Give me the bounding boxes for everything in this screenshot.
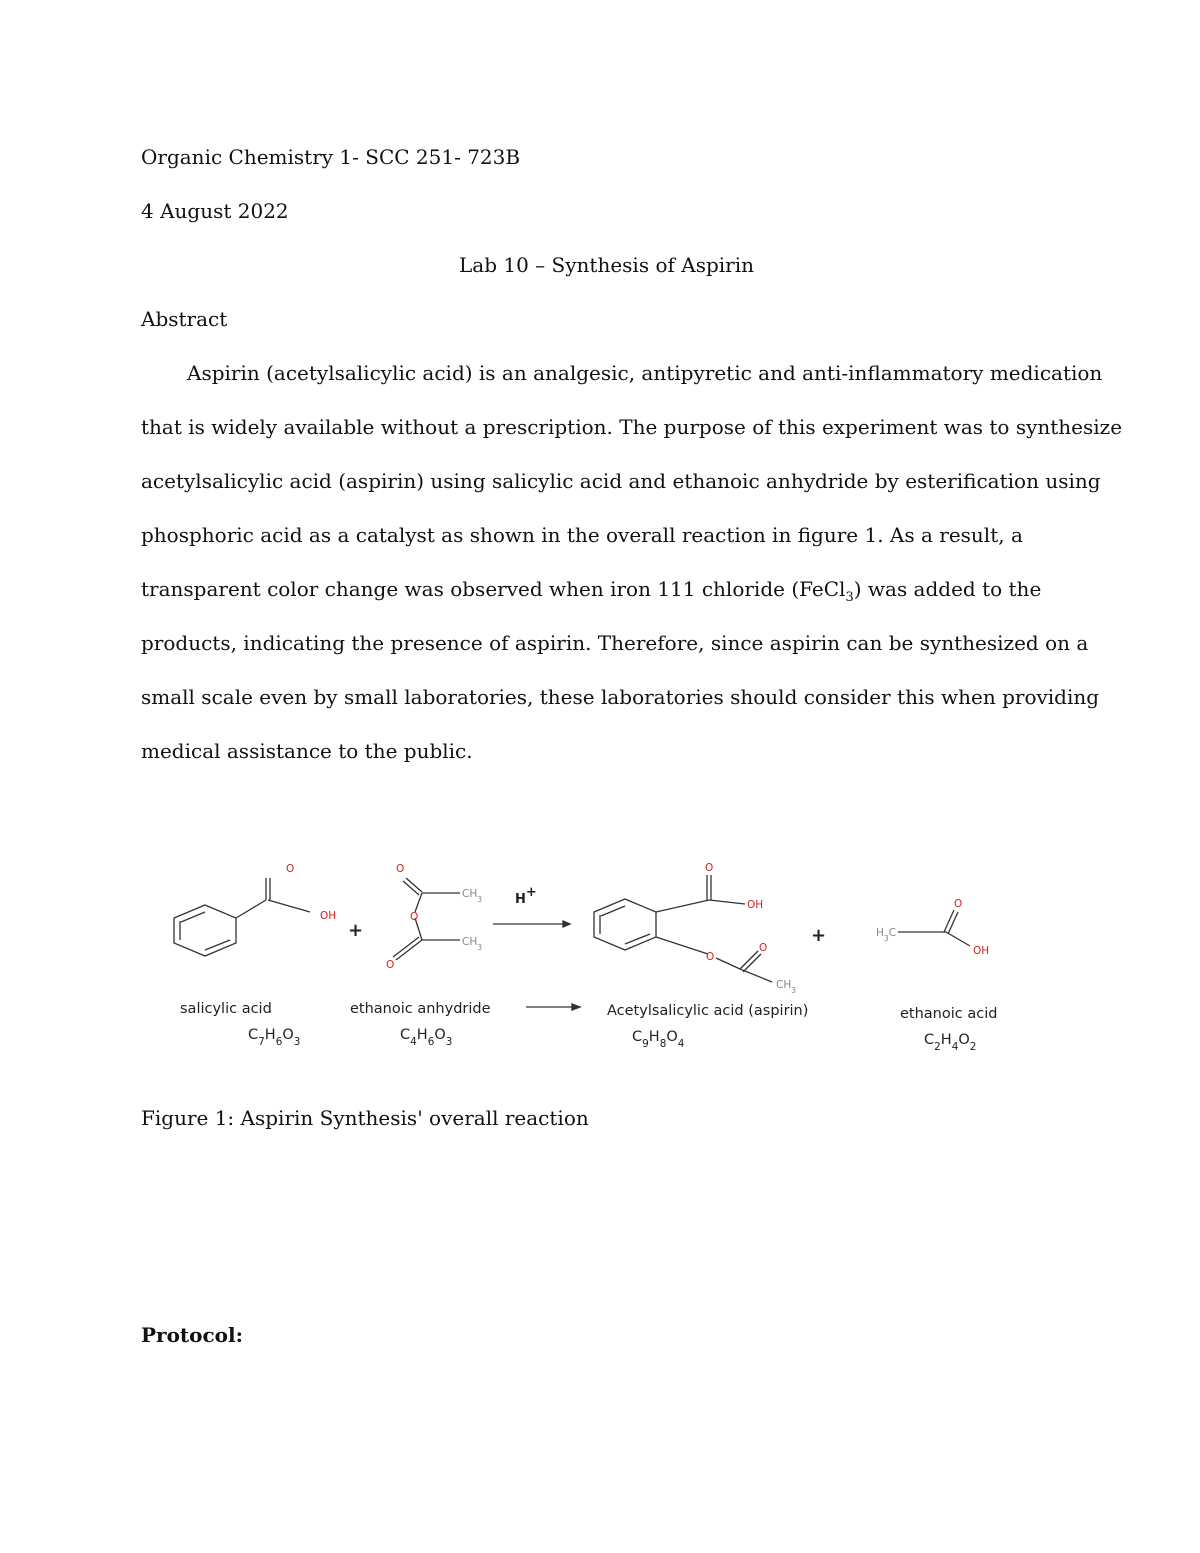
atom-label: O: [705, 862, 714, 874]
compound-formula: $C_4H_6O_3$: [400, 1027, 453, 1048]
atom-label: OH: [320, 910, 337, 922]
abstract-line: medical assistance to the public.: [141, 739, 473, 763]
compound-name: salicylic acid: [180, 1001, 272, 1017]
date-line: 4 August 2022: [141, 199, 289, 223]
catalyst-label: H+: [515, 884, 537, 907]
course-line: Organic Chemistry 1- SCC 251- 723B: [141, 145, 521, 169]
compound-formula: $C_9H_8O_4$: [632, 1029, 685, 1050]
subscript: 3: [845, 590, 854, 605]
reaction-scheme-figure: [160, 850, 1040, 1060]
protocol-heading: Protocol:: [141, 1323, 243, 1347]
atom-label: $CH_3$: [462, 936, 483, 952]
abstract-line: Aspirin (acetylsalicylic acid) is an analgesic, antipyretic and anti-inflammatory medication: [187, 361, 1103, 385]
document-title: Lab 10 – Synthesis of Aspirin: [459, 253, 754, 277]
atom-label: $H_3C$: [876, 927, 897, 943]
atom-label: OH: [973, 945, 990, 957]
abstract-line-part: transparent color change was observed when iron 111 chloride (FeCl: [141, 577, 846, 601]
abstract-line-part: ) was added to the: [853, 577, 1042, 601]
abstract-line: acetylsalicylic acid (aspirin) using salicylic acid and ethanoic anhydride by esterification using: [141, 469, 1101, 493]
abstract-line: small scale even by small laboratories, these laboratories should consider this when providing: [141, 685, 1100, 709]
atom-label: O: [706, 951, 715, 963]
plus-sign: +: [348, 920, 364, 941]
ethanoic-acid-structure: [898, 910, 970, 946]
atom-label: O: [286, 863, 295, 875]
atom-label: $CH_3$: [462, 888, 483, 904]
abstract-line: phosphoric acid as a catalyst as shown in the overall reaction in figure 1. As a result, a: [141, 523, 1023, 547]
atom-label: OH: [747, 899, 764, 911]
atom-label: O: [386, 959, 395, 971]
atom-label: $CH_3$: [776, 979, 797, 995]
abstract-line: that is widely available without a prescription. The purpose of this experiment was to synthesize: [141, 415, 1123, 439]
compound-formula: $C_2H_4O_2$: [924, 1032, 977, 1053]
abstract-line: products, indicating the presence of aspirin. Therefore, since aspirin can be synthesized on a: [141, 631, 1089, 655]
atom-label: O: [759, 942, 768, 954]
atom-label: O: [396, 863, 405, 875]
abstract-heading: Abstract: [141, 307, 228, 331]
compound-formula: $C_7H_6O_3$: [248, 1027, 301, 1048]
atom-label: O: [954, 898, 963, 910]
compound-name: ethanoic anhydride: [350, 1001, 491, 1017]
abstract-line: [141, 579, 1041, 604]
figure-caption: Figure 1: Aspirin Synthesis' overall reaction: [141, 1106, 589, 1130]
aspirin-structure: [594, 875, 772, 982]
ethanoic-anhydride-structure: [393, 878, 460, 960]
compound-name: ethanoic acid: [900, 1006, 998, 1022]
salicylic-acid-structure: [174, 878, 310, 956]
atom-label: O: [410, 911, 419, 923]
compound-name: Acetylsalicylic acid (aspirin): [607, 1003, 809, 1019]
plus-sign: +: [811, 925, 827, 946]
